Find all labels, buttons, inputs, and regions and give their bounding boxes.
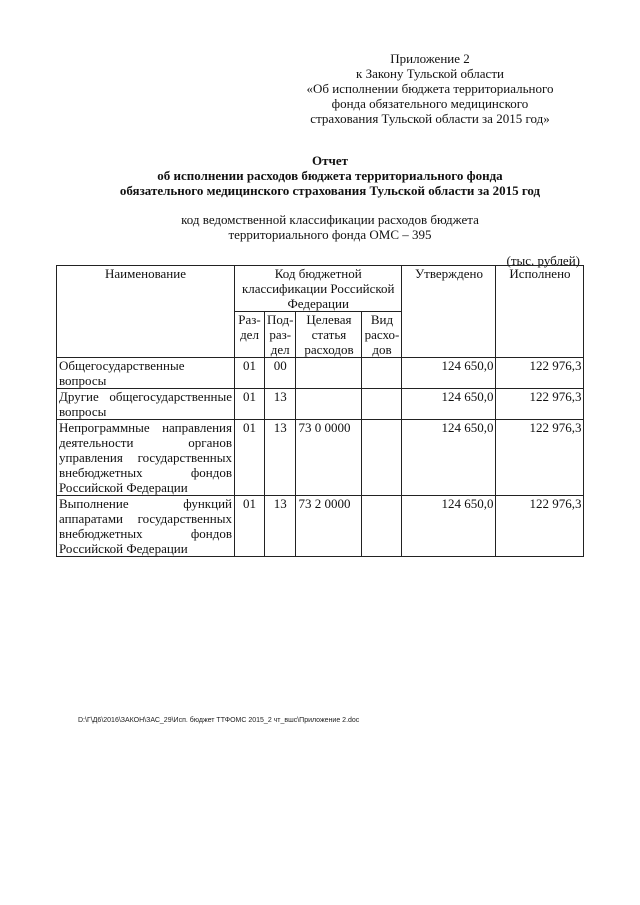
header-vid: Вид расхо-дов [362,312,402,358]
row-target [296,389,362,420]
row-podrazdel: 00 [265,358,296,389]
row-podrazdel: 13 [265,420,296,496]
row-target: 73 2 0000 [296,496,362,557]
row-approved: 124 650,0 [402,496,496,557]
row-executed: 122 976,3 [496,420,584,496]
row-vid [362,389,402,420]
report-subtitle [40,212,620,242]
expenditure-table [56,265,584,557]
header-razdel: Раз-дел [235,312,265,358]
row-razdel: 01 [235,420,265,496]
file-path-footer: D:\Г\Д6\2016\ЗАКОН\ЗАС_29\Исп. бюджет ТТФОМС 2015_2 чт_вшс\Приложение 2.doc [78,717,360,724]
row-podrazdel: 13 [265,496,296,557]
row-name: Общегосударственные вопросы [57,358,235,389]
row-razdel: 01 [235,358,265,389]
appendix-header [260,51,600,126]
table-row [57,358,584,389]
table-row [57,496,584,557]
title-line-3: обязательного медицинского страхования Тульской области за 2015 год [119,183,541,198]
row-vid [362,496,402,557]
row-vid [362,358,402,389]
appendix-line-3: «Об исполнении бюджета территориального [306,81,554,96]
header-podrazdel: Под-раз-дел [265,312,296,358]
title-line-2: об исполнении расходов бюджета территориального фонда [157,168,503,183]
row-target [296,358,362,389]
row-name: Выполнение функций аппаратами государственных внебюджетных фондов Российской Федерации [57,496,235,557]
table-row [57,389,584,420]
header-code-group: Код бюджетной классификации Российской Федерации [235,266,402,312]
title-line-1: Отчет [312,153,348,168]
row-approved: 124 650,0 [402,358,496,389]
row-name: Другие общегосударственные вопросы [57,389,235,420]
header-name: Наименование [57,266,235,358]
appendix-line-2: к Закону Тульской области [356,66,504,81]
appendix-line-4: фонда обязательного медицинского [331,96,529,111]
appendix-line-5: страхования Тульской области за 2015 год» [310,111,550,126]
header-executed: Исполнено [496,266,584,358]
header-row-1 [57,266,584,312]
row-executed: 122 976,3 [496,389,584,420]
units-label: (тыс. рублей) [506,253,580,268]
row-approved: 124 650,0 [402,389,496,420]
row-target: 73 0 0000 [296,420,362,496]
subtitle-line-2: территориального фонда ОМС – 395 [228,227,432,242]
header-approved: Утверждено [402,266,496,358]
appendix-line-1: Приложение 2 [390,51,470,66]
row-executed: 122 976,3 [496,358,584,389]
row-podrazdel: 13 [265,389,296,420]
row-razdel: 01 [235,389,265,420]
row-vid [362,420,402,496]
header-target: Целевая статья расходов [296,312,362,358]
row-razdel: 01 [235,496,265,557]
report-title [40,153,620,198]
subtitle-line-1: код ведомственной классификации расходов бюджета [181,212,479,227]
table-row [57,420,584,496]
row-name: Непрограммные направления деятельности органов управления государственных внебюджетных фондов Российской Федерации [57,420,235,496]
row-executed: 122 976,3 [496,496,584,557]
row-approved: 124 650,0 [402,420,496,496]
